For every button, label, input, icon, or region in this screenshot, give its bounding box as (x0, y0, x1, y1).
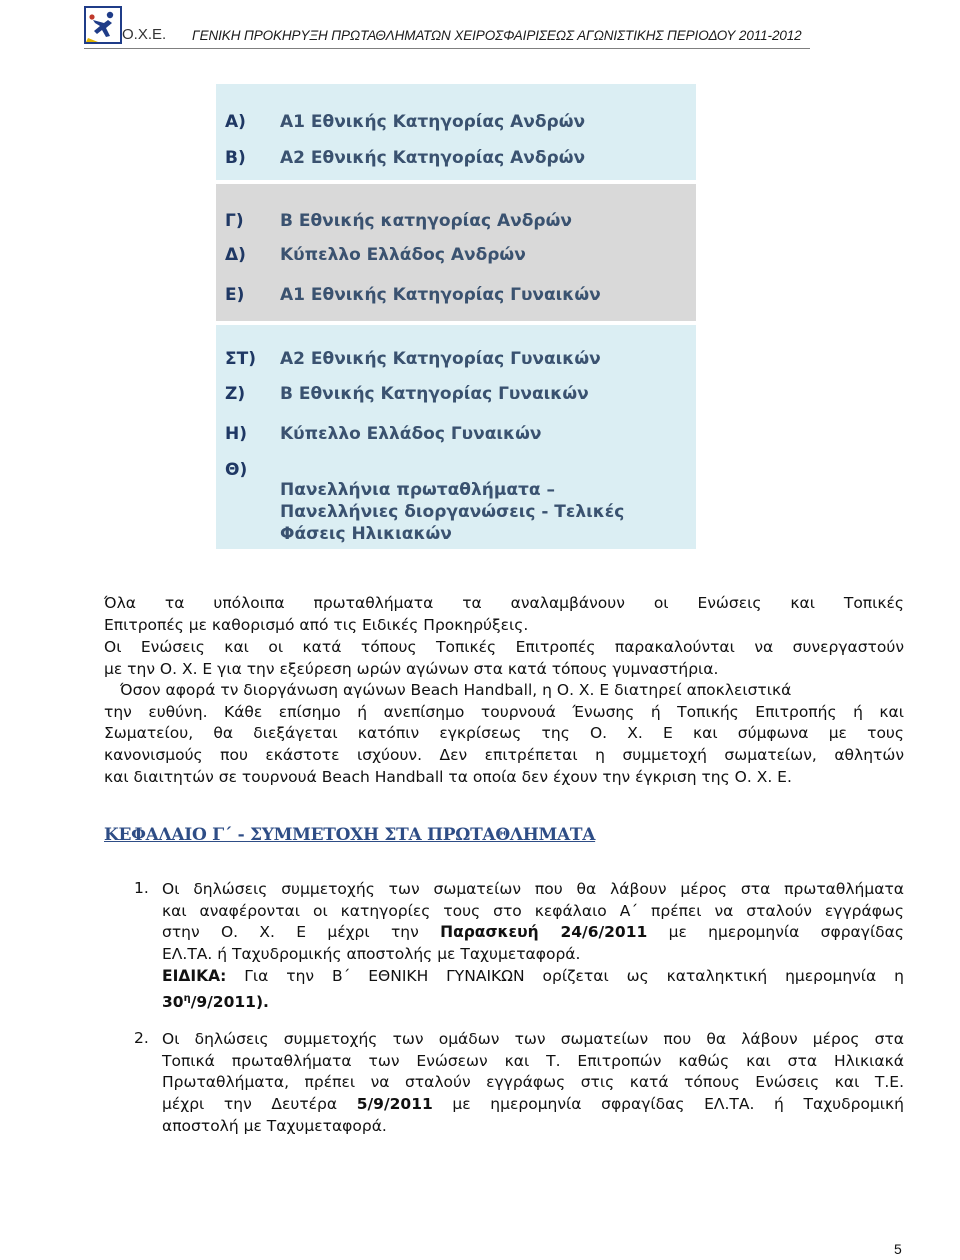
category-name-line: Πανελλήνιες διοργανώσεις - Τελικές (280, 502, 625, 522)
handball-player-icon (84, 6, 124, 46)
text-line (162, 966, 904, 988)
category-name: Α1 Εθνικής Κατηγορίας Γυναικών (280, 285, 601, 305)
category-block-2 (214, 182, 698, 323)
category-name: Β Εθνικής κατηγορίας Ανδρών (280, 211, 572, 231)
paragraph-local-championships (104, 593, 904, 636)
text-line: Σωματείου, θα διεξάγεται κατόπιν εγκρίσεως της Ο. Χ. Ε και σύμφωνα με τους (104, 724, 904, 743)
category-letter: Β) (225, 148, 246, 168)
page-header (84, 6, 802, 46)
header-divider (84, 48, 810, 49)
page-number: 5 (894, 1241, 902, 1257)
text-line (162, 1094, 904, 1116)
category-letter: Ε) (225, 285, 245, 305)
text-line: ΕΛ.ΤΑ. ή Ταχυδρομικής αποστολής με Ταχυμεταφορά. (162, 945, 581, 964)
text-run: στην Ο. Χ. Ε μέχρι την (162, 923, 441, 942)
item-1 (162, 879, 904, 1013)
category-name: Β Εθνικής Κατηγορίας Γυναικών (280, 384, 589, 404)
category-name: Κύπελλο Ελλάδος Ανδρών (280, 245, 526, 265)
text-line: Όλα τα υπόλοιπα πρωταθλήματα τα αναλαμβάνουν οι Ενώσεις και Τοπικές (104, 594, 904, 612)
category-name-line: Φάσεις Ηλικιακών (280, 524, 452, 544)
text-line: και αναφέρονται οι κατηγορίες τους στο κεφάλαιο Α΄ πρέπει να σταλούν εγγράφως (162, 901, 904, 920)
category-letter: Δ) (225, 245, 246, 265)
category-letter: Θ) (225, 460, 248, 480)
text-line: κανονισμούς που εκάστοτε ισχύουν. Δεν επιτρέπεται η συμμετοχή σωματείων, αθλητών (104, 746, 904, 765)
item-number: 1. (134, 879, 149, 897)
item-number: 2. (134, 1029, 149, 1047)
category-letter: ΣΤ) (225, 349, 256, 369)
special-label: ΕΙΔΙΚΑ: (162, 966, 227, 985)
text-line: Οι δηλώσεις συμμετοχής των ομάδων των σωματείων που θα λάβουν μέρος στα (162, 1030, 904, 1048)
document-title: ΓΕΝΙΚΗ ΠΡΟΚΗΡΥΞΗ ΠΡΩΤΑΘΛΗΜΑΤΩΝ ΧΕΙΡΟΣΦΑΙΡΙΣΕΩΣ ΑΓΩΝΙΣΤΙΚΗΣ ΠΕΡΙΟΔΟΥ 2011-2012 (192, 28, 802, 43)
category-name-multiline (280, 479, 624, 545)
category-letter: Η) (225, 424, 247, 444)
text-line: και διαιτητών σε τουρνουά Beach Handball τα οποία δεν έχουν την έγκριση της Ο. Χ. Ε. (104, 767, 792, 786)
deadline-date: 5/9/2011 (356, 1095, 433, 1114)
paragraph-beach-handball (104, 680, 904, 789)
date-rest: /9/2011). (190, 992, 269, 1011)
text-run: με ημερομηνία σφραγίδας ΕΛ.ΤΑ. ή Ταχυδρομική (432, 1095, 904, 1114)
text-line (162, 922, 904, 944)
category-letter: Γ) (225, 211, 244, 231)
category-name-line: Πανελλήνια πρωταθλήματα – (280, 480, 555, 500)
text-line: την ευθύνη. Κάθε επίσημο ή ανεπίσημο τουρνουά Ένωσης ή Τοπικής Επιτροπής ή και (104, 702, 904, 721)
category-block-3 (214, 323, 698, 551)
text-line: Οι Ενώσεις και οι κατά τόπους Τοπικές Επιτροπές παρακαλούνται να συνεργαστούν (104, 638, 904, 656)
text-line: Πρωταθλήματα, πρέπει να σταλούν εγγράφως στις κατά τόπους Ενώσεις και Τ.Ε. (162, 1073, 904, 1092)
category-name: Α2 Εθνικής Κατηγορίας Ανδρών (280, 148, 586, 168)
text-run: Για την Β΄ ΕΘΝΙΚΗ ΓΥΝΑΙΚΩΝ ορίζεται ως καταληκτική ημερομηνία η (226, 966, 904, 985)
date-suffix: η (183, 992, 191, 1004)
paragraph-cooperation (104, 637, 904, 680)
categories-table (214, 82, 698, 551)
org-abbreviation: Ο.Χ.Ε. (122, 26, 167, 43)
category-letter: Α) (225, 112, 246, 132)
deadline-date (162, 993, 269, 1011)
text-run: μέχρι την Δευτέρα (162, 1095, 357, 1114)
category-block-1 (214, 82, 698, 182)
text-line: με την Ο. Χ. Ε για την εξεύρεση ωρών αγώνων στα κατά τόπους γυμναστήρια. (104, 659, 719, 678)
deadline-date: Παρασκευή 24/6/2011 (440, 923, 648, 942)
text-line: Επιτροπές με καθορισμό από τις Ειδικές Προκηρύξεις. (104, 615, 529, 634)
text-line (162, 988, 904, 1014)
item-2 (162, 1029, 904, 1138)
category-name: Κύπελλο Ελλάδος Γυναικών (280, 424, 542, 444)
text-run: με ημερομηνία σφραγίδας (647, 923, 904, 942)
text-line: αποστολή με Ταχυμεταφορά. (162, 1116, 387, 1135)
category-name: Α2 Εθνικής Κατηγορίας Γυναικών (280, 349, 601, 369)
category-letter: Ζ) (225, 384, 246, 404)
text-line: Όσον αφορά τν διοργάνωση αγώνων Beach Handball, η Ο. Χ. Ε διατηρεί αποκλειστικά (120, 681, 792, 699)
category-name: Α1 Εθνικής Κατηγορίας Ανδρών (280, 112, 586, 132)
section-heading: ΚΕΦΑΛΑΙΟ Γ΄ - ΣΥΜΜΕΤΟΧΗ ΣΤΑ ΠΡΩΤΑΘΛΗΜΑΤΑ (104, 825, 596, 845)
date-day: 30 (162, 992, 184, 1011)
text-line: Τοπικά πρωταθλήματα των Ενώσεων και Τ. Επιτροπών καθώς και στα Ηλικιακά (162, 1051, 904, 1070)
text-line: Οι δηλώσεις συμμετοχής των σωματείων που θα λάβουν μέρος στα πρωταθλήματα (162, 880, 904, 898)
